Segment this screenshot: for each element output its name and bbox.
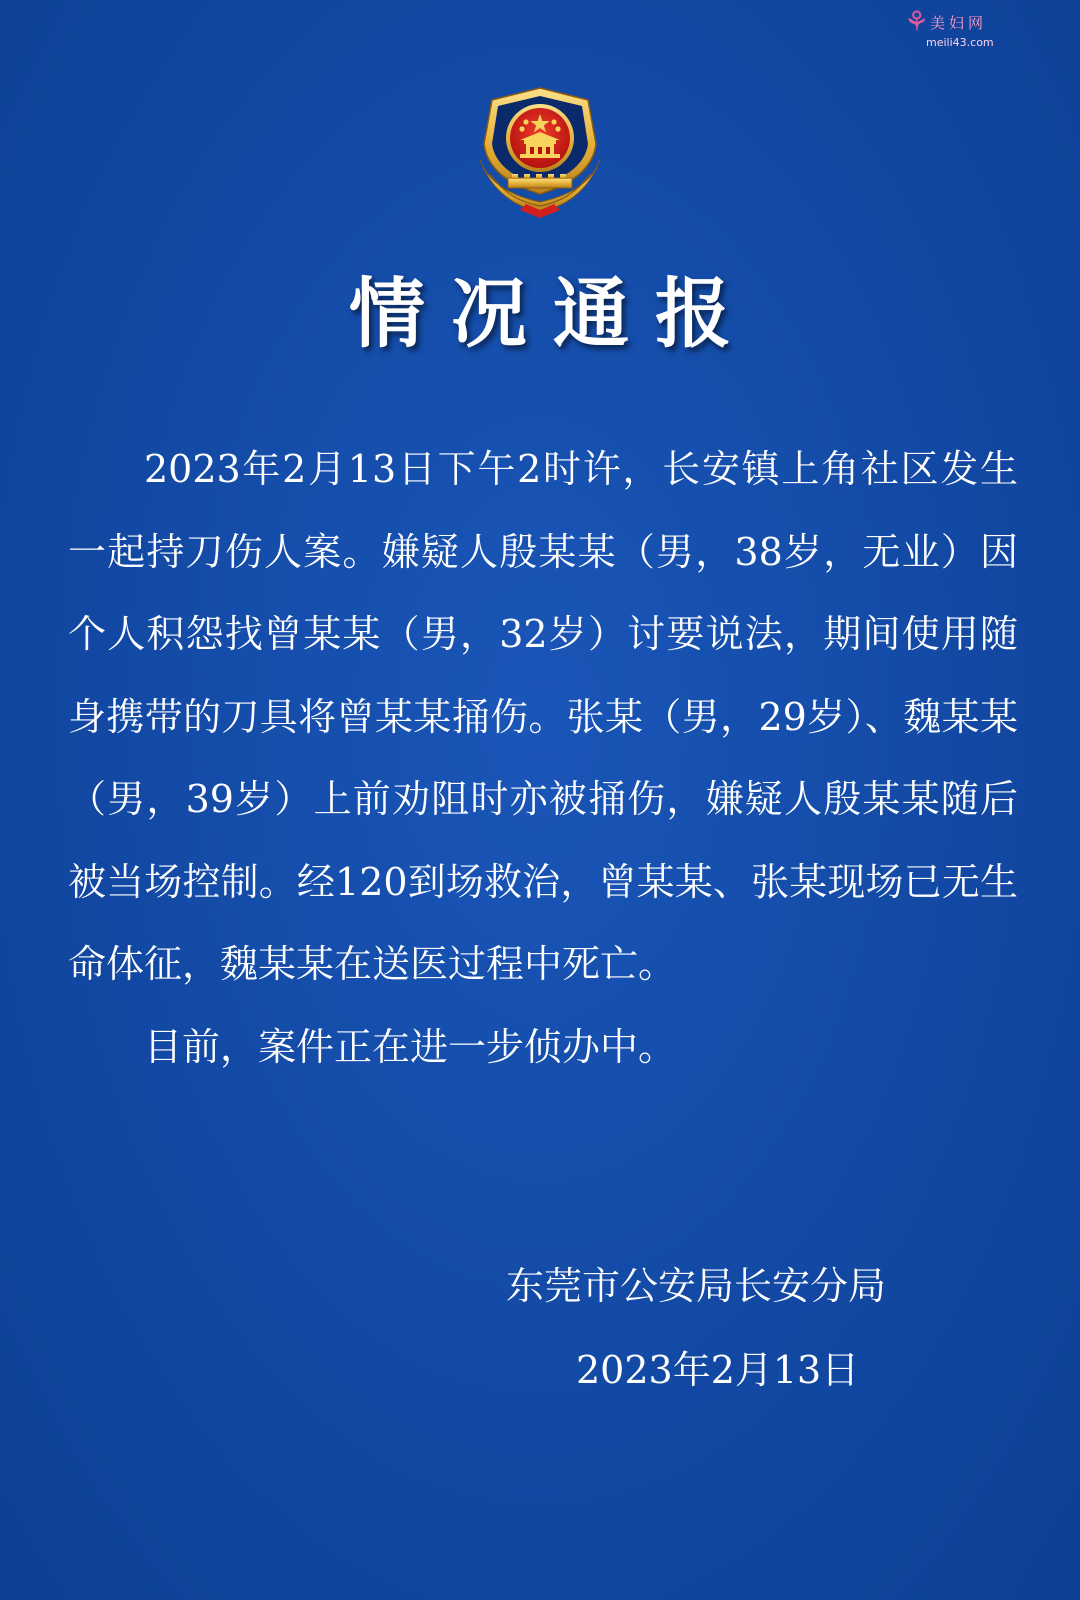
body-paragraph-2: 目前，案件正在进一步侦办中。 (144, 1024, 677, 1069)
watermark-url: meili43.com (926, 36, 994, 49)
emblem-svg (468, 82, 612, 222)
watermark-name: 美妇网 (930, 14, 988, 32)
notice-body (68, 428, 1018, 1088)
flower-icon: ⚘ (904, 5, 930, 38)
signature-date: 2023年2月13日 (576, 1348, 860, 1392)
signature-agency: 东莞市公安局长安分局 (506, 1264, 887, 1308)
body-paragraph-1: 2023年2月13日下午2时许，长安镇上角社区发生一起持刀伤人案。嫌疑人殷某某（男，38岁，无业）因个人积怨找曾某某（男，32岁）讨要说法，期间使用随身携带的刀具将曾某某捅伤。张某（男，29岁）、魏某某（男，39岁）上前劝阻时亦被捅伤，嫌疑人殷某某随后被当场控制。经120到场救治，曾某某、张某现场已无生命体征，魏某某在送医过程中死亡。 (68, 447, 1018, 986)
police-emblem-icon (468, 82, 612, 222)
page-title: 情况通报 (349, 269, 757, 358)
watermark (904, 6, 1024, 56)
